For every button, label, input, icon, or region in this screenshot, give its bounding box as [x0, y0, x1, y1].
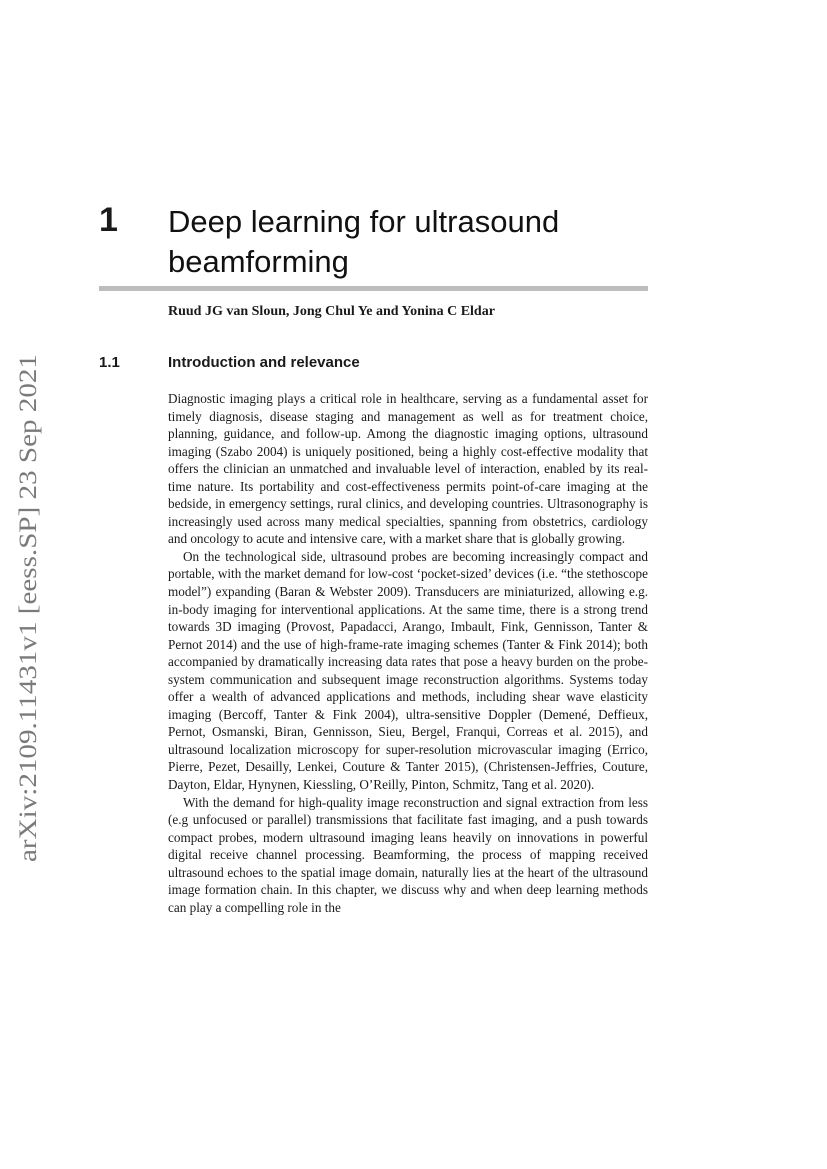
- section-number: 1.1: [99, 354, 120, 371]
- chapter-number: 1: [99, 201, 118, 239]
- paragraph: With the demand for high-quality image reconstruction and signal extraction from less (e.g unfocused or parallel) transmissions that facilitate fast imaging, and a push towards compact probes, modern ultrasound imaging leans heavily on innovations in powerful digital receive channel processing. Beamforming, the process of mapping received ultrasound echoes to the spatial image domain, naturally lies at the heart of the ultrasound image formation chain. In this chapter, we discuss why and when deep learning methods can play a compelling role in the: [168, 794, 648, 915]
- title-divider: [99, 286, 648, 291]
- paragraph: On the technological side, ultrasound probes are becoming increasingly compact and portable, with the market demand for low-cost ‘pocket-sized’ devices (i.e. “the stethoscope model”) expanding (Baran & Webster 2009). Transducers are miniaturized, allowing e.g. in-body imaging for interventional applications. At the same time, there is a strong trend towards 3D imaging (Provost, Papadacci, Arango, Imbault, Fink, Gennisson, Tanter & Pernot 2014) and the use of high-frame-rate imaging schemes (Tanter & Fink 2014); both accompanied by dramatically increasing data rates that pose a heavy burden on the probe-system communication and subsequent image reconstruction algorithms. Systems today offer a wealth of advanced applications and methods, including shear wave elasticity imaging (Bercoff, Tanter & Fink 2004), ultra-sensitive Doppler (Demené, Deffieux, Pernot, Osmanski, Biran, Gennisson, Sieu, Bergel, Franqui, Correas et al. 2015), and ultrasound localization microscopy for super-resolution microvascular imaging (Errico, Pierre, Pezet, Desailly, Lenkei, Couture & Tanter 2015), (Christensen-Jeffries, Couture, Dayton, Eldar, Hynynen, Kiessling, O’Reilly, Pinton, Schmitz, Tang et al. 2020).: [168, 548, 648, 793]
- paragraph: Diagnostic imaging plays a critical role in healthcare, serving as a fundamental asset for timely diagnosis, disease staging and management as well as for treatment choice, planning, guidance, and follow-up. Among the diagnostic imaging options, ultrasound imaging (Szabo 2004) is uniquely positioned, being a highly cost-effective modality that offers the clinician an unmatched and invaluable level of interaction, enabled by its real-time nature. Its portability and cost-effectiveness permits point-of-care imaging at the bedside, in emergency settings, rural clinics, and developing countries. Ultrasonography is increasingly used across many medical specialties, spanning from obstetrics, cardiology and oncology to acute and intensive care, with a market share that is globally growing.: [168, 391, 648, 547]
- author-list: Ruud JG van Sloun, Jong Chul Ye and Yonina C Eldar: [168, 304, 495, 319]
- arxiv-identifier: arXiv:2109.11431v1 [eess.SP] 23 Sep 2021: [15, 425, 42, 862]
- section-title: Introduction and relevance: [168, 354, 360, 371]
- body-text: [168, 390, 648, 916]
- arxiv-side-stamp: [2, 352, 46, 864]
- chapter-title: Deep learning for ultrasound beamforming: [168, 204, 560, 279]
